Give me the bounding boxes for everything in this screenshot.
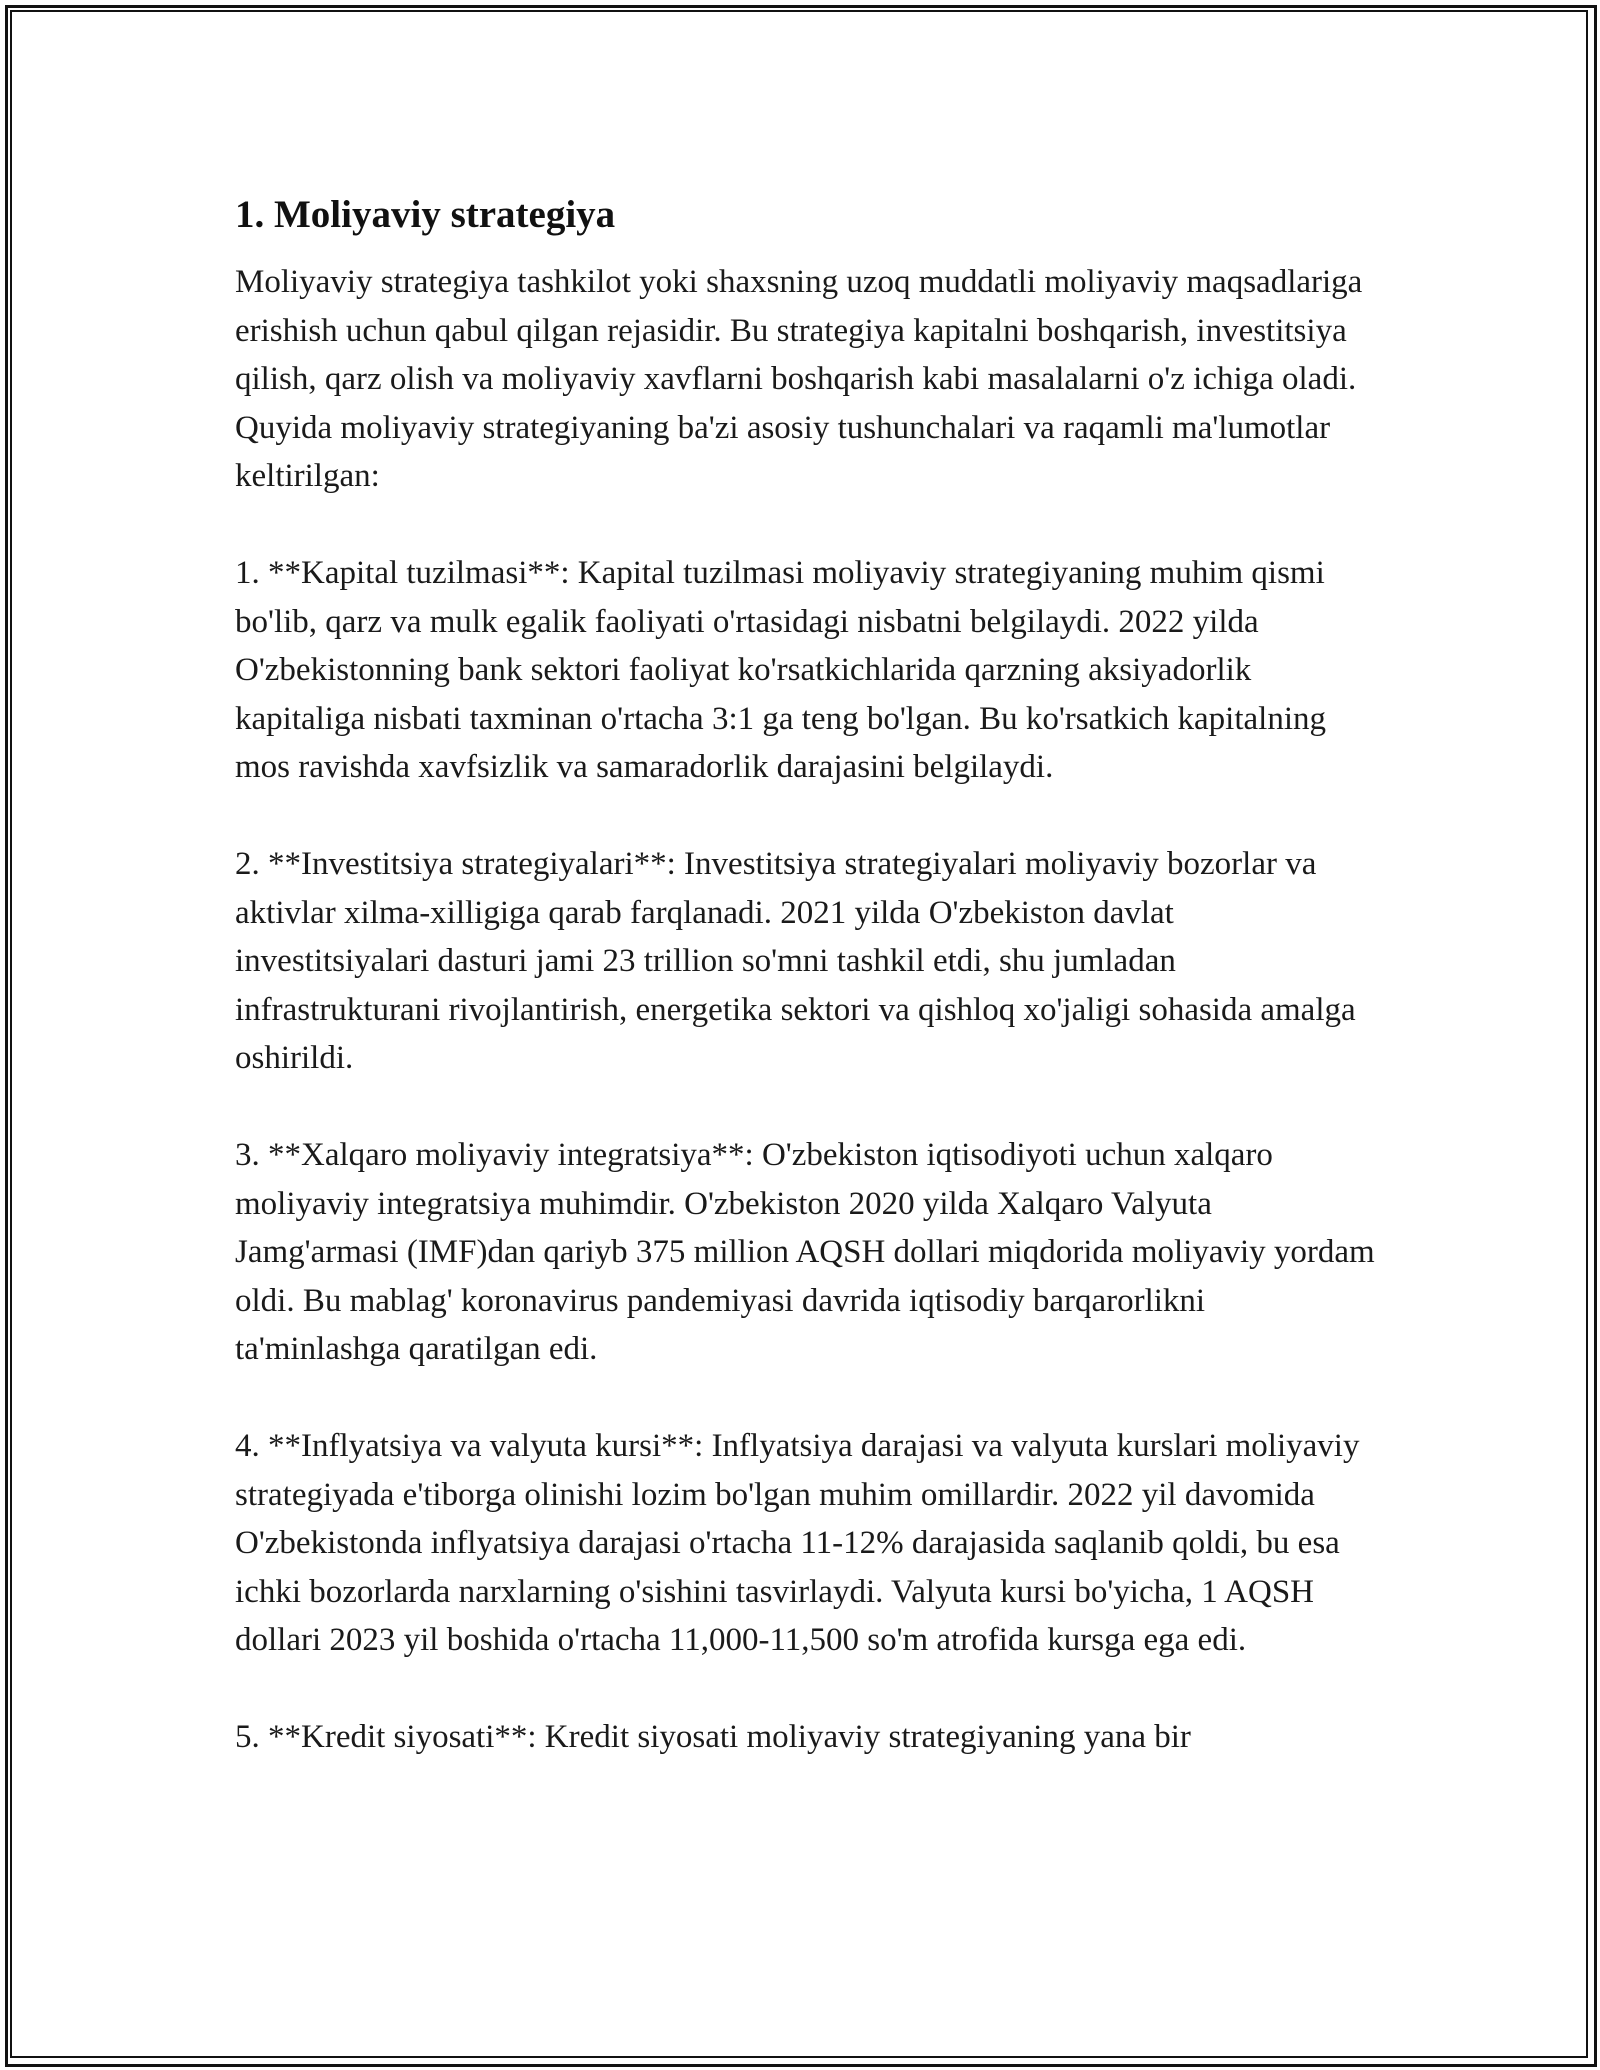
- paragraph-capital-structure: 1. **Kapital tuzilmasi**: Kapital tuzilmasi moliyaviy strategiyaning muhim qismi bo'lib, qarz va mulk egalik faoliyati o'rtasidagi nisbatni belgilaydi. 2022 yilda O'zbekistonning bank sektori faoliyat ko'rsatkichlarida qarzning aksiyadorlik kapitaliga nisbati taxminan o'rtacha 3:1 ga teng bo'lgan. Bu ko'rsatkich kapitalning mos ravishda xavfsizlik va samaradorlik darajasini belgilaydi.: [235, 555, 1326, 785]
- intro-paragraph: Moliyaviy strategiya tashkilot yoki shaxsning uzoq muddatli moliyaviy maqsadlariga erishish uchun qabul qilgan rejasidir. Bu strategiya kapitalni boshqarish, investitsiya qilish, qarz olish va moliyaviy xavflarni boshqarish kabi masalalarni o'z ichiga oladi. Quyida moliyaviy strategiyaning ba'zi asosiy tushunchalari va raqamli ma'lumotlar keltirilgan:: [235, 264, 1363, 494]
- paragraph-credit-policy: 5. **Kredit siyosati**: Kredit siyosati moliyaviy strategiyaning yana bir: [235, 1719, 1191, 1755]
- paragraph-investment-strategies: 2. **Investitsiya strategiyalari**: Investitsiya strategiyalari moliyaviy bozorlar va aktivlar xilma-xilligiga qarab farqlanadi. 2021 yilda O'zbekiston davlat investitsiyalari dasturi jami 23 trillion so'mni tashkil etdi, shu jumladan infrastrukturani rivojlantirish, energetika sektori va qishloq xo'jaligi sohasida amalga oshirildi.: [235, 846, 1356, 1076]
- section-heading: 1. Moliyaviy strategiya: [235, 193, 616, 236]
- paragraph-inflation-exchange-rate: 4. **Inflyatsiya va valyuta kursi**: Inflyatsiya darajasi va valyuta kurslari moliyaviy strategiyada e'tiborga olinishi lozim bo'lgan muhim omillardir. 2022 yil davomida O'zbekistonda inflyatsiya darajasi o'rtacha 11-12% darajasida saqlanib qoldi, bu esa ichki bozorlarda narxlarning o'sishini tasvirlaydi. Valyuta kursi bo'yicha, 1 AQSH dollari 2023 yil boshida o'rtacha 11,000-11,500 so'm atrofida kursga ega edi.: [235, 1428, 1360, 1658]
- paragraph-international-integration: 3. **Xalqaro moliyaviy integratsiya**: O'zbekiston iqtisodiyoti uchun xalqaro moliyaviy integratsiya muhimdir. O'zbekiston 2020 yilda Xalqaro Valyuta Jamg'armasi (IMF)dan qariyb 375 million AQSH dollari miqdorida moliyaviy yordam oldi. Bu mablag' koronavirus pandemiyasi davrida iqtisodiy barqarorlikni ta'minlashga qaratilgan edi.: [235, 1137, 1375, 1367]
- document-body: [235, 190, 1375, 1810]
